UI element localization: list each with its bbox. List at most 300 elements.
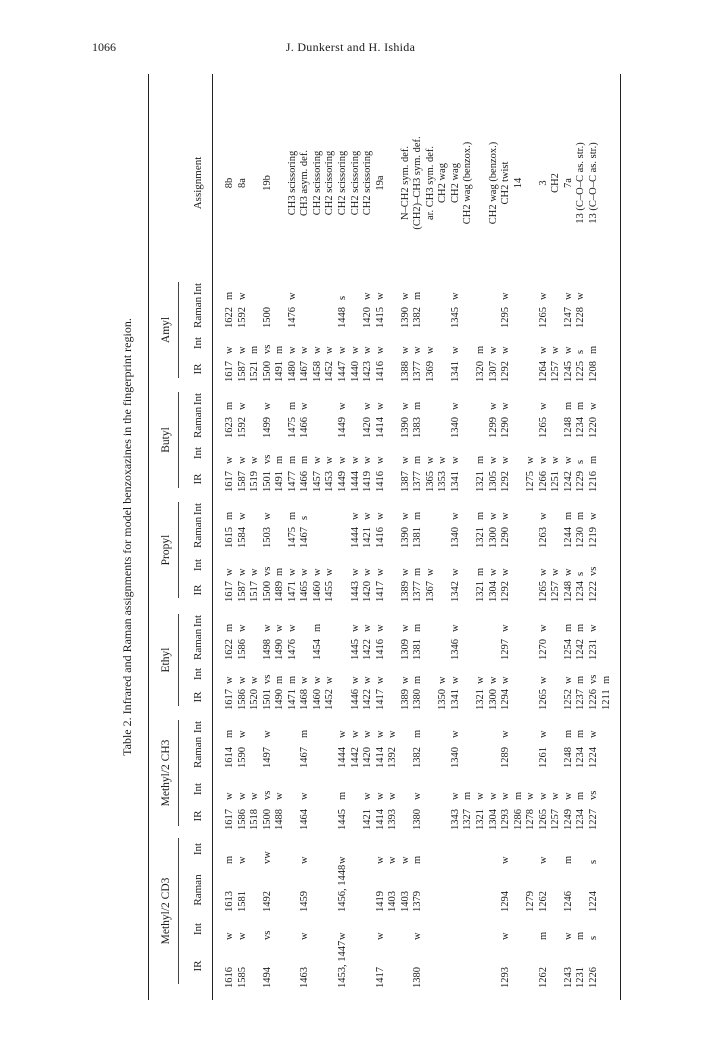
table-cell: 1387 <box>399 471 411 492</box>
table-cell: 1390 <box>399 417 411 438</box>
table-cell: 1343 <box>449 809 461 830</box>
table-cell: w <box>387 730 399 738</box>
column-header: Raman <box>192 736 204 768</box>
table-cell: 1455 <box>324 581 336 602</box>
table-cell: 1234 <box>575 747 587 768</box>
table-cell: w <box>587 624 599 632</box>
table-cell: w <box>299 676 311 684</box>
table-cell: 1300 <box>487 689 499 710</box>
table-cell: 1503 <box>261 527 273 548</box>
table-cell: 1224 <box>587 891 599 912</box>
table-cell: w <box>349 676 361 684</box>
table-cell: 1616 <box>224 967 235 988</box>
table-cell: 1245 <box>562 361 574 382</box>
table-cell: 1242 <box>562 471 574 492</box>
table-cell: m <box>562 623 574 632</box>
table-cell: 1518 <box>249 809 261 830</box>
table-cell: w <box>261 730 273 738</box>
table-cell: w <box>562 676 574 684</box>
column-header: IR <box>192 691 204 703</box>
table-cell: 1208 <box>587 361 599 382</box>
table-cell: w <box>286 568 298 576</box>
assignment-cell: 14 <box>512 177 524 189</box>
table-cell: 1414 <box>374 747 386 768</box>
table-cell: 1293 <box>500 967 512 988</box>
table-cell: 1499 <box>261 417 273 438</box>
table-cell: w <box>449 624 461 632</box>
table-cell: 1340 <box>449 747 461 768</box>
table-cell: m <box>224 401 235 410</box>
table-cell: w <box>224 932 235 940</box>
table-cell: w <box>412 346 424 354</box>
table-cell: 1417 <box>374 689 386 710</box>
table-cell: w <box>349 346 361 354</box>
table-cell: w <box>336 402 348 410</box>
table-cell: w <box>362 292 374 300</box>
table-cell: w <box>587 730 599 738</box>
table-cell: w <box>500 568 512 576</box>
table-cell: 1222 <box>587 581 599 602</box>
table-cell: 1265 <box>537 307 549 328</box>
table-cell: w <box>261 624 273 632</box>
table-cell: vs <box>261 674 273 684</box>
table-cell: 1247 <box>562 307 574 328</box>
table-cell: 1403 <box>399 891 411 912</box>
table-cell: w <box>249 568 261 576</box>
table-cell: 1341 <box>449 361 461 382</box>
column-header: Int <box>192 614 204 628</box>
table-cell: m <box>475 511 486 520</box>
table-cell: 1480 <box>286 361 298 382</box>
table-cell: 1500 <box>261 581 273 602</box>
table-cell: 1321 <box>475 471 486 492</box>
table-cell: m <box>286 401 298 410</box>
table-cell: m <box>412 401 424 410</box>
column-header: Raman <box>192 874 204 906</box>
table-cell: w <box>274 624 286 632</box>
table-cell: m <box>575 675 587 684</box>
table-cell: w <box>500 676 512 684</box>
table-cell: 1617 <box>224 581 235 602</box>
table-top-rule <box>148 74 149 1000</box>
table-cell: w <box>274 792 286 800</box>
table-cell: w <box>537 346 549 354</box>
table-cell: w <box>399 292 411 300</box>
table-cell: 1617 <box>224 361 235 382</box>
table-cell: m <box>462 791 474 800</box>
table-cell: 1265 <box>537 689 549 710</box>
table-cell: w <box>487 402 499 410</box>
table-cell: w <box>374 292 386 300</box>
table-cell: m <box>575 931 587 940</box>
table-cell: s <box>575 571 587 576</box>
table-cell: 1300 <box>487 527 499 548</box>
table-cell: m <box>575 511 587 520</box>
table-cell: m <box>412 855 424 864</box>
table-cell: 1500 <box>261 809 273 830</box>
table-cell: w <box>449 568 461 576</box>
table-cell: w <box>299 346 311 354</box>
table-cell: s <box>575 459 587 464</box>
table-cell: m <box>299 729 311 738</box>
table-cell: 1286 <box>512 809 524 830</box>
table-cell: w <box>362 402 374 410</box>
table-cell: w <box>236 512 248 520</box>
table-cell: w <box>324 676 336 684</box>
table-cell: m <box>224 291 235 300</box>
table-cell: 1420 <box>362 417 374 438</box>
assignment-cell: CH2 twist <box>500 161 512 205</box>
table-cell: 1353 <box>437 471 449 492</box>
table-cell: w <box>412 792 424 800</box>
table-cell: m <box>412 729 424 738</box>
table-cell: w <box>374 932 386 940</box>
table-cell: m <box>562 729 574 738</box>
table-cell: w <box>562 346 574 354</box>
table-cell: m <box>600 675 612 684</box>
table-cell: w <box>362 568 374 576</box>
table-cell: m <box>336 791 348 800</box>
table-cell: w <box>550 792 562 800</box>
table-cell: 1231 <box>587 639 599 660</box>
table-bottom-rule <box>620 74 621 1000</box>
table-cell: 1463 <box>299 967 311 988</box>
table-cell: 1491 <box>274 471 286 492</box>
table-cell: w <box>537 456 549 464</box>
table-cell: 1393 <box>387 809 399 830</box>
table-cell: w <box>224 456 235 464</box>
table-cell: w <box>349 730 361 738</box>
column-header: Int <box>192 842 204 856</box>
table-cell: 1444 <box>349 527 361 548</box>
table-cell: w <box>537 292 549 300</box>
table-cell: 1290 <box>500 417 512 438</box>
table-cell: 1388 <box>399 361 411 382</box>
table-cell: w <box>500 932 512 940</box>
table-cell: w <box>374 792 386 800</box>
table-cell: 1297 <box>500 639 512 660</box>
table-cell: w <box>261 512 273 520</box>
column-header: Assignment <box>192 156 204 210</box>
table-cell: w <box>249 456 261 464</box>
table-cell: vw <box>261 851 273 864</box>
table-cell: 1423 <box>362 361 374 382</box>
table-cell: 1447 <box>336 361 348 382</box>
table-cell: vs <box>587 790 599 800</box>
table-cell: 1622 <box>224 307 235 328</box>
table-cell: w <box>437 676 449 684</box>
column-header: IR <box>192 810 204 822</box>
table-cell: w <box>224 676 235 684</box>
table-cell: w <box>487 346 499 354</box>
assignment-cell: CH2 wag (benzox.) <box>487 141 499 225</box>
table-cell: w <box>487 512 499 520</box>
table-cell: w <box>374 568 386 576</box>
column-header: IR <box>192 584 204 596</box>
group-underline <box>178 720 179 826</box>
assignment-cell: (CH2)–CH3 sym. def. <box>412 136 424 230</box>
table-cell: 1617 <box>224 809 235 830</box>
table-cell: 1227 <box>587 809 599 830</box>
table-cell: m <box>562 855 574 864</box>
table-cell: 1456, 1448 <box>336 864 348 912</box>
table-cell: 1327 <box>462 809 474 830</box>
table-cell: 1382 <box>412 307 424 328</box>
table-cell: w <box>399 624 411 632</box>
table-cell: 1383 <box>412 417 424 438</box>
table-cell: m <box>575 623 587 632</box>
table-cell: w <box>236 346 248 354</box>
table-cell: 1587 <box>236 581 248 602</box>
table-cell: w <box>500 402 512 410</box>
group-header: Ethyl <box>160 647 172 673</box>
table-cell: 1219 <box>587 527 599 548</box>
column-header: Int <box>192 922 204 936</box>
table-cell: 1417 <box>374 967 386 988</box>
table-cell: s <box>587 935 599 940</box>
table-cell: 1521 <box>249 361 261 382</box>
table-cell: 1453, 1447 <box>336 940 348 988</box>
table-cell: vs <box>261 790 273 800</box>
table-cell: 1420 <box>362 747 374 768</box>
table-cell: w <box>236 932 248 940</box>
table-cell: 1346 <box>449 639 461 660</box>
table-cell: w <box>349 568 361 576</box>
table-cell: 1592 <box>236 417 248 438</box>
table-cell: m <box>299 455 311 464</box>
table-cell: w <box>286 346 298 354</box>
table-cell: 1382 <box>412 747 424 768</box>
table-cell: s <box>299 515 311 520</box>
table-cell: 1465 <box>299 581 311 602</box>
table-cell: 1466 <box>299 417 311 438</box>
table-cell: m <box>562 511 574 520</box>
table-cell: w <box>374 856 386 864</box>
table-cell: w <box>324 456 336 464</box>
table-cell: 1471 <box>286 689 298 710</box>
table-cell: m <box>575 401 587 410</box>
table-cell: w <box>537 624 549 632</box>
column-header: Raman <box>192 628 204 660</box>
column-header: Int <box>192 667 204 681</box>
table-cell: 1244 <box>562 527 574 548</box>
table-cell: w <box>324 568 336 576</box>
table-cell: 1420 <box>362 581 374 602</box>
table-cell: w <box>562 932 574 940</box>
table-cell: 1345 <box>449 307 461 328</box>
table-cell: w <box>349 624 361 632</box>
table-cell: 1467 <box>299 747 311 768</box>
table-cell: 1380 <box>412 809 424 830</box>
table-cell: m <box>575 791 587 800</box>
column-header: Int <box>192 392 204 406</box>
table-cell: vs <box>261 454 273 464</box>
table-cell: 1445 <box>336 809 348 830</box>
table-cell: 1321 <box>475 581 486 602</box>
table-cell: 1414 <box>374 809 386 830</box>
table-cell: 1459 <box>299 891 311 912</box>
table-cell: w <box>550 456 562 464</box>
table-cell: 1257 <box>550 581 562 602</box>
table-cell: w <box>362 512 374 520</box>
table-cell: w <box>550 346 562 354</box>
table-cell: 1613 <box>224 891 235 912</box>
table-cell: 1307 <box>487 361 499 382</box>
table-cell: 1265 <box>537 581 549 602</box>
table-cell: 1275 <box>525 471 537 492</box>
table-cell: 1340 <box>449 417 461 438</box>
table-cell: w <box>299 792 311 800</box>
column-header: Int <box>192 502 204 516</box>
table-cell: m <box>412 567 424 576</box>
table-cell: 1254 <box>562 639 574 660</box>
table-cell: m <box>224 623 235 632</box>
table-cell: w <box>224 568 235 576</box>
table-cell: 1584 <box>236 527 248 548</box>
table-cell: 1350 <box>437 689 449 710</box>
column-header: Int <box>192 782 204 796</box>
table-cell: w <box>236 292 248 300</box>
table-cell: w <box>399 676 411 684</box>
table-cell: w <box>500 624 512 632</box>
column-header: Raman <box>192 406 204 438</box>
table-cell: w <box>249 676 261 684</box>
table-cell: 1341 <box>449 471 461 492</box>
table-cell: w <box>475 676 486 684</box>
table-cell: m <box>587 455 599 464</box>
table-cell: 1490 <box>274 639 286 660</box>
table-cell: m <box>475 455 486 464</box>
table-cell: 1390 <box>399 307 411 328</box>
table-cell: w <box>562 568 574 576</box>
table-cell: 1498 <box>261 639 273 660</box>
table-cell: 1251 <box>550 471 562 492</box>
table-cell: w <box>550 568 562 576</box>
table-cell: 1252 <box>562 689 574 710</box>
table-cell: 1491 <box>274 361 286 382</box>
table-cell: 1321 <box>475 689 486 710</box>
table-cell: 1304 <box>487 809 499 830</box>
table-cell: w <box>299 932 311 940</box>
assignment-cell: CH2 scissoring <box>349 150 361 216</box>
rotated-table <box>120 74 630 1000</box>
table-cell: vs <box>587 674 599 684</box>
assignment-cell: 19a <box>374 175 386 191</box>
table-cell: w <box>537 730 549 738</box>
table-cell: m <box>412 623 424 632</box>
table-cell: 1500 <box>261 361 273 382</box>
table-cell: w <box>399 456 411 464</box>
table-cell: w <box>236 792 248 800</box>
table-cell: w <box>236 402 248 410</box>
table-cell: 1246 <box>562 891 574 912</box>
table-cell: vs <box>261 566 273 576</box>
table-cell: 1445 <box>349 639 361 660</box>
table-cell: m <box>224 729 235 738</box>
table-cell: 1340 <box>449 527 461 548</box>
table-cell: w <box>311 676 323 684</box>
table-cell: 1265 <box>537 417 549 438</box>
group-underline <box>178 502 179 598</box>
column-header: Int <box>192 336 204 350</box>
table-cell: m <box>537 931 549 940</box>
table-cell: w <box>311 568 323 576</box>
table-cell: w <box>500 792 512 800</box>
table-cell: w <box>374 456 386 464</box>
table-cell: 1237 <box>575 689 587 710</box>
table-cell: w <box>575 292 587 300</box>
assignment-cell: CH2 scissoring <box>362 150 374 216</box>
table-cell: 1304 <box>487 581 499 602</box>
table-cell: m <box>512 791 524 800</box>
table-cell: w <box>362 346 374 354</box>
table-cell: 1501 <box>261 689 273 710</box>
assignment-cell: 3 <box>537 180 549 186</box>
table-cell: w <box>336 856 348 864</box>
assignment-cell: 8a <box>236 178 248 188</box>
group-header: Methyl/2 CD3 <box>160 877 172 945</box>
table-cell: 1278 <box>525 809 537 830</box>
column-header: Int <box>192 558 204 572</box>
table-cell: 1261 <box>537 747 549 768</box>
table-cell: 1292 <box>500 471 512 492</box>
table-cell: w <box>449 512 461 520</box>
table-cell: w <box>449 792 461 800</box>
table-cell: 1342 <box>449 581 461 602</box>
group-underline <box>178 614 179 706</box>
table-cell: w <box>236 856 248 864</box>
table-cell: 1443 <box>349 581 361 602</box>
table-cell: w <box>349 456 361 464</box>
column-header: IR <box>192 960 204 972</box>
header-bottom-rule <box>212 74 213 1000</box>
group-underline <box>178 392 179 488</box>
assignment-cell: 19b <box>261 175 273 191</box>
table-cell: w <box>537 792 549 800</box>
table-cell: w <box>286 624 298 632</box>
table-cell: 1380 <box>412 689 424 710</box>
assignment-cell: N–CH2 sym. def. <box>399 145 411 221</box>
table-cell: 1231 <box>575 967 587 988</box>
table-cell: 1228 <box>575 307 587 328</box>
table-cell: 1415 <box>374 307 386 328</box>
group-header: Methyl/2 CH3 <box>160 739 172 807</box>
group-underline <box>178 838 179 984</box>
table-cell: 1623 <box>224 417 235 438</box>
table-cell: 1292 <box>500 361 512 382</box>
table-cell: 1305 <box>487 471 499 492</box>
table-cell: w <box>475 792 486 800</box>
table-cell: 1403 <box>387 891 399 912</box>
table-cell: 1299 <box>487 417 499 438</box>
table-cell: 1414 <box>374 417 386 438</box>
table-cell: 1211 <box>600 689 612 710</box>
table-cell: 1419 <box>362 471 374 492</box>
table-cell: 1614 <box>224 747 235 768</box>
assignment-cell: CH2 scissoring <box>311 150 323 216</box>
table-cell: w <box>437 456 449 464</box>
table-cell: w <box>299 568 311 576</box>
table-cell: w <box>236 568 248 576</box>
table-cell: 1257 <box>550 361 562 382</box>
table-cell: 1452 <box>324 689 336 710</box>
table-cell: w <box>487 676 499 684</box>
table-cell: w <box>224 346 235 354</box>
table-cell: 1460 <box>311 581 323 602</box>
table-cell: w <box>374 402 386 410</box>
table-cell: w <box>525 456 537 464</box>
table-cell: w <box>374 512 386 520</box>
